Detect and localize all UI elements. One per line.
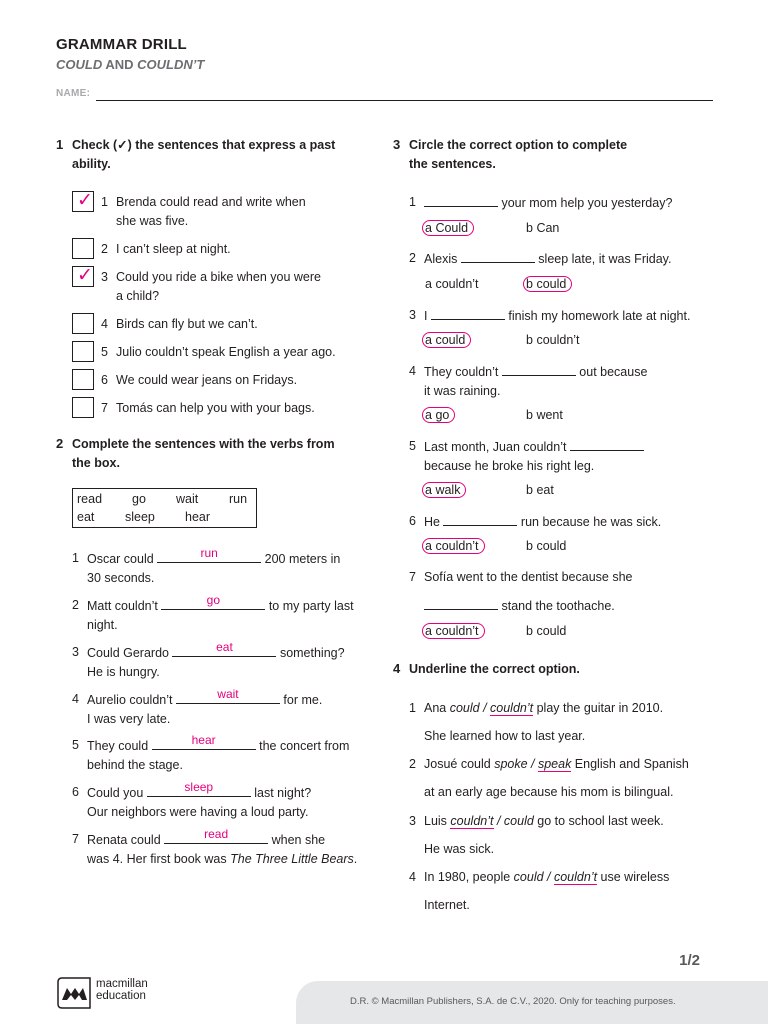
option-a-wrap [422,482,466,498]
section2-heading [72,435,335,473]
answer-blank[interactable] [424,193,498,207]
answer-blank[interactable] [152,733,256,750]
underline-item [409,812,719,860]
answer-blank[interactable] [161,593,265,610]
option-a-wrap [422,332,471,348]
option-text: Can [536,221,560,235]
item-number: 2 [72,598,79,612]
text-pre: Luis [424,814,451,828]
item-number: 3 [409,814,416,828]
option-letter: b [526,624,537,638]
option-letter: a [425,408,436,422]
item-number: 2 [409,251,416,265]
item-text-line1 [424,812,664,831]
option-text: go [435,408,450,422]
item-text-line1 [87,827,357,850]
answer-blank[interactable] [164,827,268,844]
text-before: Oscar could [87,552,158,566]
checkmark-icon: ✓ [77,190,93,211]
item-text-line1: Julio couldn’t speak English a year ago. [116,345,336,359]
text-before: Renata could [87,833,165,847]
item-text-line1 [87,733,350,756]
item-text-line2: He was sick. [424,842,495,856]
item-number: 6 [101,373,108,387]
text-after: 200 meters in [261,552,341,566]
item-text-line2: night. [87,618,118,632]
item-text-line2: a child? [116,289,160,303]
checklist-item [72,265,341,306]
item-text-line1: Brenda could read and write when [116,195,306,209]
item-text [87,687,323,729]
text-before: Could Gerardo [87,646,173,660]
item-number: 5 [72,738,79,752]
text-pre: Ana [424,701,450,715]
worksheet-title: GRAMMAR DRILL [56,36,187,53]
item-text-line1: I can’t sleep at night. [116,242,231,256]
item-text [424,568,632,616]
text-before: Last month, Juan couldn’t [424,440,570,454]
item-text-line1 [87,593,354,616]
checklist-item [72,371,341,390]
text-post: play the guitar in 2010. [533,701,664,715]
underline-item [409,868,719,916]
item-text [116,268,341,306]
section2-number: 2 [56,436,64,451]
item-number: 1 [72,551,79,565]
underline-item [409,699,719,747]
page-number: 1/2 [679,952,700,969]
underlined-option[interactable]: couldn’t [450,814,494,828]
item-text [87,733,350,775]
option-b[interactable] [526,539,566,553]
text-after: out because [575,365,648,379]
handwritten-answer: sleep [184,780,214,794]
option-b[interactable] [526,221,559,235]
text-before: I [424,309,431,323]
worksheet-subtitle [56,57,204,72]
option-text: walk [435,483,461,497]
item-text-line1 [424,193,672,213]
item-text-line2: at an early age because his mom is bilingual. [424,785,674,799]
item-text [424,699,663,746]
item-number: 6 [72,785,79,799]
item-text [424,812,664,859]
name-label: NAME: [56,88,91,99]
text-before: Alexis [424,252,461,266]
item-text-line2: 30 seconds. [87,571,155,585]
name-field-line[interactable] [96,100,713,101]
item-text [424,306,690,326]
item-text-line1 [424,868,669,887]
item-text [87,827,358,869]
option-a-wrap [425,277,479,291]
answer-blank[interactable] [147,780,251,797]
word-sleep: sleep [125,510,155,524]
item-number: 3 [101,270,108,284]
option-text: Could [435,221,469,235]
word-eat: eat [77,510,95,524]
answer-blank[interactable] [570,437,644,451]
handwritten-answer: wait [217,687,239,701]
text-after: when she [268,833,326,847]
item-text-line1 [424,306,690,326]
item-text-line2: behind the stage. [87,758,183,772]
option-b-wrap [526,624,566,638]
option-letter: b [526,277,537,291]
item-text-line2: Our neighbors were having a loud party. [87,805,309,819]
section3-heading-line1: Circle the correct option to complete [409,138,628,152]
item-number: 1 [409,195,416,209]
word-hear: hear [185,510,211,524]
item-text [424,362,647,401]
item-text-line1 [424,249,671,269]
underlined-option[interactable]: speak [537,757,572,771]
item-number: 1 [101,195,108,209]
option-letter: a [425,624,436,638]
item-text-line1: We could wear jeans on Fridays. [116,373,298,387]
option-a-wrap [422,623,485,639]
option-b[interactable] [526,277,572,291]
text-pre: Josué could [424,757,495,771]
item-text-line2: She learned how to last year. [424,729,586,743]
text-post: use wireless [597,870,670,884]
other-option[interactable]: could / [449,701,491,715]
checklist-item [72,190,341,231]
item-text-line2 [424,596,632,616]
section1-heading-line1: Check (✓) the sentences that express a past [72,138,336,152]
option-letter: a [425,539,436,553]
macmillan-logo [56,976,148,1015]
item-text [87,780,312,822]
item-text-line1 [87,687,323,710]
text-pre: In 1980, people [424,870,514,884]
option-text: couldn’t [435,624,479,638]
section4-number: 4 [393,661,401,676]
underlined-option[interactable]: couldn’t [553,870,598,884]
option-b[interactable] [526,408,563,422]
text-before: Matt couldn’t [87,599,162,613]
option-a[interactable] [425,624,485,638]
item-text-line2: because he broke his right leg. [424,459,595,473]
option-b-wrap [526,333,580,347]
text-part: was 4. Her first book was [87,852,231,866]
item-number: 4 [409,870,416,884]
item-text-line1: Birds can fly but we can’t. [116,317,258,331]
section1-heading [72,136,335,174]
checklist-item [72,315,341,334]
item-number: 1 [409,701,416,715]
item-text-line1 [424,437,644,457]
item-text [424,755,689,802]
handwritten-answer: go [206,593,221,607]
section3-heading [409,136,627,174]
option-b-wrap [526,483,554,497]
subtitle-and: AND [102,57,138,72]
option-b-wrap [526,408,563,422]
item-number: 2 [101,242,108,256]
item-number: 7 [72,832,79,846]
text-post: English and Spanish [571,757,689,771]
item-text [87,640,345,682]
option-a[interactable] [425,483,466,497]
option-a[interactable] [425,408,455,422]
option-text: couldn’t [536,333,580,347]
handwritten-answer: eat [216,640,233,654]
option-b-wrap [526,221,559,235]
handwritten-answer: hear [191,733,216,747]
checkbox[interactable] [72,266,94,287]
subtitle-could: COULD [56,57,103,72]
section1-heading-line2: ability. [72,157,111,171]
copyright-notice: D.R. © Macmillan Publishers, S.A. de C.V., 2020. Only for teaching purposes. [350,996,676,1007]
text-part: . [353,852,358,866]
text-before: Aurelio couldn’t [87,693,176,707]
item-number: 7 [101,401,108,415]
item-text-line2: Internet. [424,898,470,912]
checkbox[interactable] [72,313,94,334]
item-text [424,193,672,213]
answer-blank[interactable] [424,596,498,610]
logo-line1: macmillan [96,978,148,990]
answer-blank[interactable] [461,249,535,263]
option-text: could [536,277,567,291]
macmillan-logo-icon [56,976,92,1010]
section3-heading-line2: the sentences. [409,157,496,171]
option-letter: a [425,277,436,291]
text-after: to my party last [265,599,354,613]
word-box [72,488,257,528]
option-letter: b [526,483,537,497]
item-text [116,315,341,334]
option-text: could [536,624,567,638]
item-text-line2: He is hungry. [87,665,160,679]
underline-item [409,755,719,803]
text-before: They could [87,739,152,753]
checkbox[interactable] [72,369,94,390]
item-text-line1: Tomás can help you with your bags. [116,401,315,415]
option-a-wrap [422,220,474,236]
other-option[interactable]: spoke / [494,757,538,771]
book-title: The Three Little Bears [230,852,354,866]
option-text: went [536,408,563,422]
text-after: run because he was sick. [517,515,662,529]
answer-blank[interactable] [443,512,517,526]
text-after: for me. [279,693,323,707]
option-letter: a [425,333,436,347]
item-text-line1 [424,699,663,718]
item-text [116,343,341,362]
word-go: go [132,492,146,506]
option-a-wrap [422,538,485,554]
option-a-wrap [422,407,455,423]
checklist-item [72,343,341,362]
option-b[interactable] [526,333,580,347]
text-after: stand the toothache. [498,599,615,613]
option-b-wrap [523,276,572,292]
answer-blank[interactable] [157,546,261,563]
option-text: couldn’t [435,277,479,291]
item-text-line2: it was raining. [424,384,501,398]
answer-blank[interactable] [172,640,276,657]
item-number: 5 [409,439,416,453]
checkbox[interactable] [72,397,94,418]
option-text: could [435,333,466,347]
word-read: read [77,492,103,506]
text-before: He [424,515,444,529]
item-text-line1 [87,546,341,569]
item-number: 4 [72,692,79,706]
text-post: go to school last week. [533,814,664,828]
item-text-line1 [87,640,345,663]
logo-line2: education [96,990,146,1002]
checkbox[interactable] [72,341,94,362]
item-text [424,868,669,915]
item-text-line1: Could you ride a bike when you were [116,270,321,284]
answer-blank[interactable] [502,362,576,376]
item-text-line1 [424,362,647,382]
item-number: 5 [101,345,108,359]
section1-number: 1 [56,137,64,152]
option-text: couldn’t [435,539,479,553]
section2-heading-line2: the box. [72,456,120,470]
text-after: your mom help you yesterday? [498,196,673,210]
handwritten-answer: read [204,827,229,841]
item-text-line1 [424,755,689,774]
option-letter: b [526,333,537,347]
item-number: 3 [72,645,79,659]
text-before: Could you [87,786,147,800]
other-option[interactable]: / could [493,814,534,828]
option-letter: a [425,483,436,497]
section2-heading-line1: Complete the sentences with the verbs from [72,437,335,451]
checkbox[interactable] [72,238,94,259]
option-text: eat [536,483,554,497]
item-number: 7 [409,570,416,584]
checkbox[interactable] [72,191,94,212]
text-before: Sofía went to the dentist because she [424,570,633,584]
item-text-line2 [87,850,357,869]
option-letter: b [526,539,537,553]
item-number: 2 [409,757,416,771]
option-a[interactable] [425,333,471,347]
word-wait: wait [176,492,199,506]
option-a[interactable] [425,539,485,553]
option-a[interactable] [425,221,474,235]
option-b[interactable] [526,624,566,638]
text-after: finish my homework late at night. [504,309,691,323]
item-text [116,399,341,418]
other-option[interactable]: could / [513,870,554,884]
option-b-wrap [526,539,566,553]
item-text [87,593,354,635]
checkmark-icon: ✓ [77,265,93,286]
section4-heading: Underline the correct option. [409,662,580,676]
text-after: something? [276,646,345,660]
option-letter: b [526,221,537,235]
item-number: 4 [101,317,108,331]
option-letter: a [425,221,436,235]
subtitle-couldnt: COULDN’T [137,57,205,72]
handwritten-answer: run [200,546,218,560]
word-run: run [229,492,248,506]
item-text [87,546,341,588]
item-text [116,240,341,259]
section3-number: 3 [393,137,401,152]
item-text [424,249,671,269]
answer-blank[interactable] [431,306,505,320]
option-b[interactable] [526,483,554,497]
item-text [424,512,661,532]
checklist-item [72,240,341,259]
item-number: 3 [409,308,416,322]
item-text-line1 [87,780,312,803]
item-text-line2: I was very late. [87,712,171,726]
item-number: 6 [409,514,416,528]
option-a[interactable] [425,277,479,291]
item-text [424,437,644,476]
underlined-option[interactable]: couldn’t [490,701,534,715]
item-text [116,371,341,390]
option-letter: b [526,408,537,422]
logo-text [96,978,148,1002]
answer-blank[interactable] [176,687,280,704]
text-after: last night? [250,786,312,800]
text-after: the concert from [255,739,350,753]
checklist-item [72,399,341,418]
item-text-line1 [424,568,632,587]
item-number: 4 [409,364,416,378]
option-text: could [536,539,567,553]
item-text-line2: she was five. [116,214,189,228]
text-before: They couldn’t [424,365,502,379]
item-text [116,193,341,231]
text-after: sleep late, it was Friday. [534,252,672,266]
item-text-line1 [424,512,661,532]
